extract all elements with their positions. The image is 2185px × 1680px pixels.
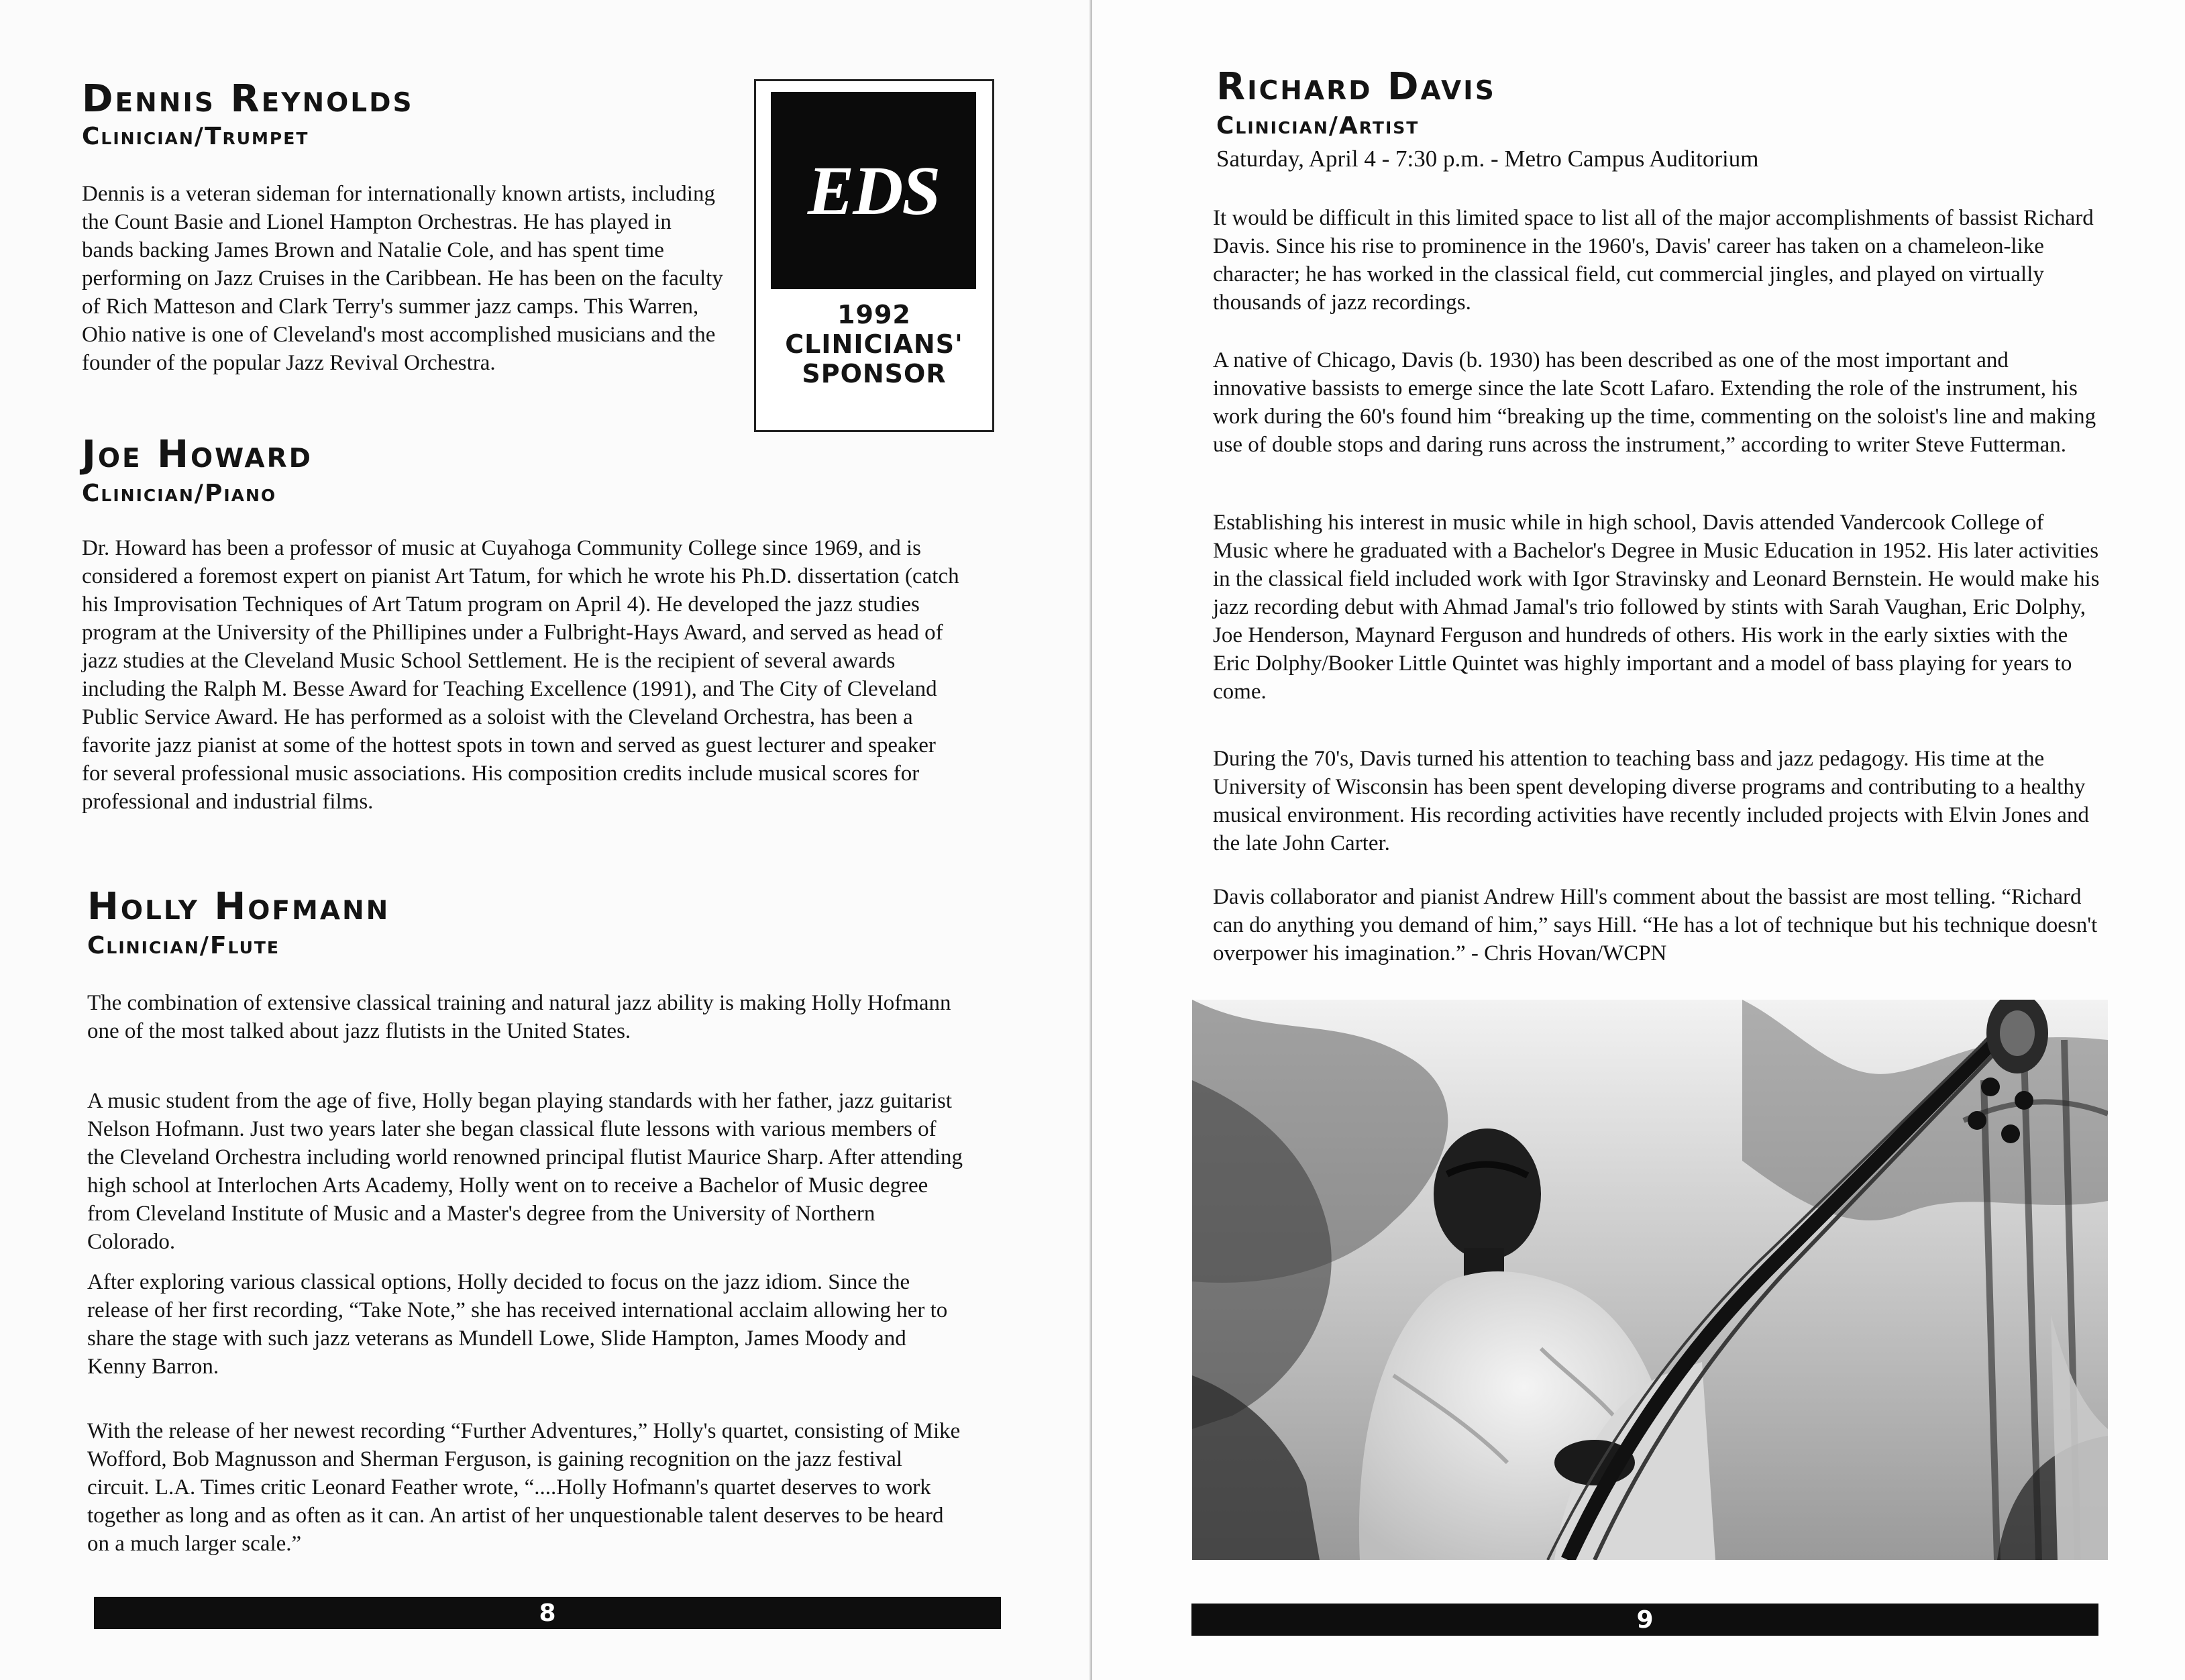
eds-logo <box>771 92 976 289</box>
page-number-bar-left <box>94 1597 1001 1629</box>
richard-role: Clinician/Artist <box>1216 112 1420 140</box>
page-number-right: 9 <box>1636 1606 1654 1634</box>
eds-logo-text: EDS <box>807 152 940 229</box>
richard-para-1: It would be difficult in this limited space to list all of the major accomplishments of bassist Richard Davis. Since his rise to prominence in the 1960's, Davis' career has taken on a chameleon-like character; he has worked in the classical field, cut commercial jingles, and played on virtually thousands of jazz recordings. <box>1213 206 2094 315</box>
dennis-role: Clinician/Trumpet <box>82 123 309 150</box>
holly-name: Holly Hofmann <box>87 885 390 929</box>
joe-name: Joe Howard <box>82 433 313 476</box>
sponsor-line2: CLINICIANS' <box>785 329 963 359</box>
sponsor-line3: SPONSOR <box>802 359 947 388</box>
richard-para-5: Davis collaborator and pianist Andrew Hill's comment about the bassist are most telling. “Richard can do anything you demand of him,” says Hill. “He has a lot of technique but his technique doesn't overpower his imagination.” - Chris Hovan/WCPN <box>1213 885 2098 965</box>
dennis-bio: Dennis is a veteran sideman for internationally known artists, including the Count Basie and Lionel Hampton Orchestras. He has played in bands backing James Brown and Natalie Cole, and has spent time performing on Jazz Cruises in the Caribbean. He has been on the faculty of Rich Matteson and Clark Terry's summer jazz camps. This Warren, Ohio native is one of Cleveland's most accomplished musicians and the founder of the popular Jazz Revival Orchestra. <box>82 182 723 375</box>
holly-role: Clinician/Flute <box>87 932 280 959</box>
page-number-left: 8 <box>539 1599 556 1627</box>
dennis-name: Dennis Reynolds <box>82 77 414 121</box>
sponsor-box <box>754 79 994 432</box>
holly-para-3: After exploring various classical options, Holly decided to focus on the jazz idiom. Since the release of her first recording, “Take Note,” she has received international acclaim allowing her to share the stage with such jazz veterans as Mundell Lowe, Slide Hampton, James Moody and Kenny Barron. <box>87 1270 948 1379</box>
left-page <box>0 0 1092 1680</box>
joe-bio: Dr. Howard has been a professor of music at Cuyahoga Community College since 1969, and is considered a foremost expert on pianist Art Tatum, for which he wrote his Ph.D. dissertation (catch his Improvisation Techniques of Art Tatum program on April 4). He developed the jazz studies program at the University of the Phillipines under a Fulbright-Hays Award, and served as head of jazz studies at the Cleveland Music School Settlement. He is the recipient of several awards including the Ralph M. Besse Award for Teaching Excellence (1991), and The City of Cleveland Public Service Award. He has performed as a soloist with the Cleveland Orchestra, has been a favorite jazz pianist at some of the hottest spots in town and served as guest lecturer and speaker for several professional music associations. His composition credits include musical scores for professional and industrial films. <box>82 536 959 814</box>
richard-para-4: During the 70's, Davis turned his attention to teaching bass and jazz pedagogy. His time at the University of Wisconsin has been spent developing diverse programs and contributing to a healthy musical environment. His recording activities have recently included projects with Elvin Jones and the late John Carter. <box>1213 747 2089 855</box>
bassist-photo-illustration <box>1192 1000 2108 1560</box>
richard-para-2: A native of Chicago, Davis (b. 1930) has been described as one of the most important and innovative bassists to emerge since the late Scott Lafaro. Extending the role of the instrument, his work during the 60's found him “breaking up the time, commenting on the soloist's line and making use of double stops and daring runs across the instrument,” according to writer Steve Futterman. <box>1213 348 2096 457</box>
joe-role: Clinician/Piano <box>82 480 277 507</box>
richard-event: Saturday, April 4 - 7:30 p.m. - Metro Campus Auditorium <box>1216 146 1759 172</box>
holly-para-1: The combination of extensive classical training and natural jazz ability is making Holly Hofmann one of the most talked about jazz flutists in the United States. <box>87 991 951 1043</box>
holly-para-4: With the release of her newest recording “Further Adventures,” Holly's quartet, consisting of Mike Wofford, Bob Magnusson and Sherman Ferguson, is gaining recognition on the jazz festival circuit. L.A. Times critic Leonard Feather wrote, “....Holly Hofmann's quartet deserves to work together as long and as often as it can. An artist of her unquestionable talent deserves to be heard on a much larger scale.” <box>87 1419 961 1556</box>
richard-davis-photo <box>1192 1000 2108 1560</box>
richard-para-3: Establishing his interest in music while in high school, Davis attended Vandercook College of Music where he graduated with a Bachelor's Degree in Music Education in 1952. His later activities in the classical field included work with Igor Stravinsky and Leonard Bernstein. He would make his jazz recording debut with Ahmad Jamal's trio followed by stints with Sarah Vaughan, Eric Dolphy, Joe Henderson, Maynard Ferguson and hundreds of others. His work in the early sixties with the Eric Dolphy/Booker Little Quintet was highly important and a model of bass playing for years to come. <box>1213 511 2100 704</box>
holly-para-2: A music student from the age of five, Holly began playing standards with her father, jazz guitarist Nelson Hofmann. Just two years later she began classical flute lessons with various members of the Cleveland Orchestra including world renowned principal flutist Maurice Sharp. After attending high school at Interlochen Arts Academy, Holly went on to receive a Bachelor of Music degree from Cleveland Institute of Music and a Master's degree from the University of Northern Colorado. <box>87 1089 963 1254</box>
sponsor-year: 1992 <box>837 300 911 329</box>
richard-name: Richard Davis <box>1216 65 1496 109</box>
page-number-bar-right <box>1191 1604 2098 1636</box>
